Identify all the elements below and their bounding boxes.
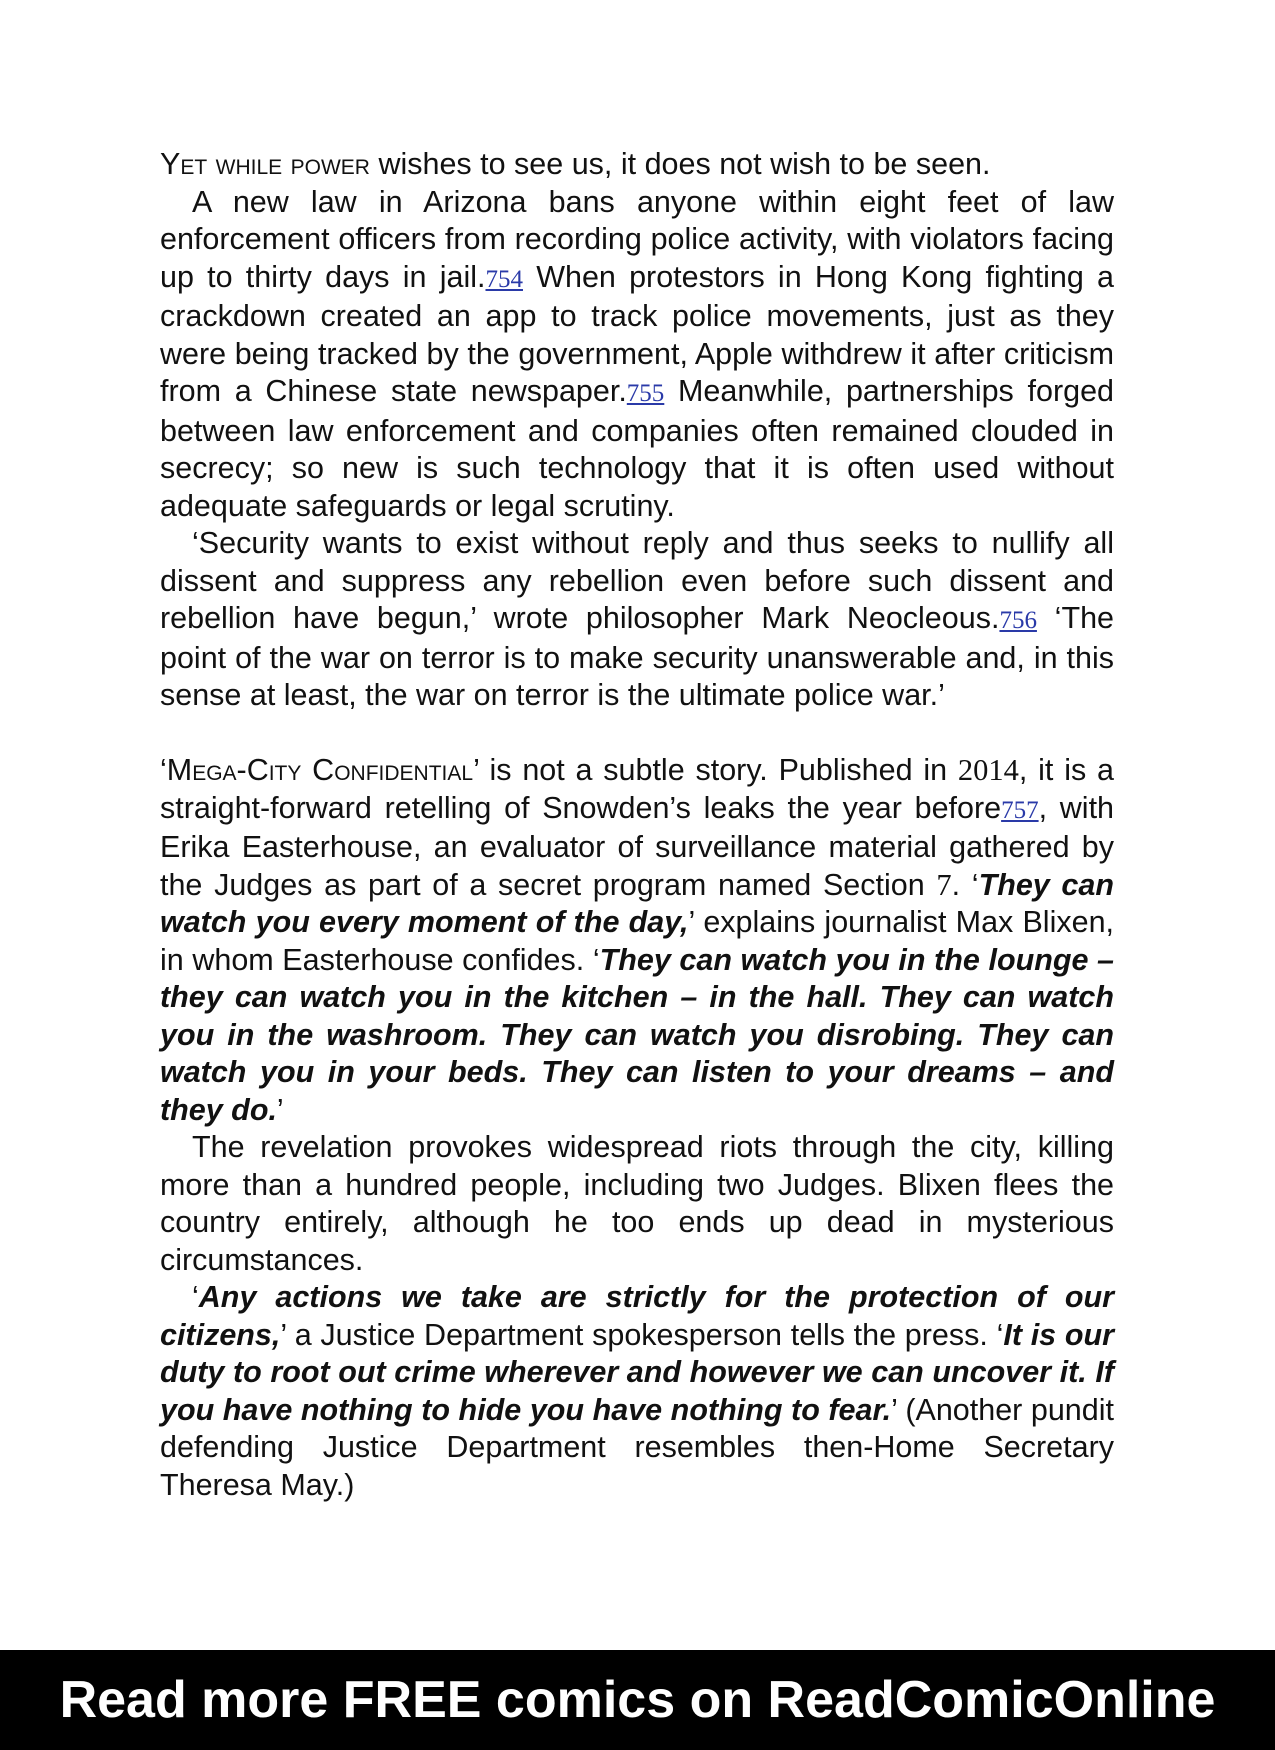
- paragraph-4-text-b: , it is a straight-forward retelling of Snowden’s leaks the year before: [160, 753, 1114, 825]
- paragraph-5: [160, 1129, 1114, 1279]
- paragraph-6-text-a: ‘: [192, 1280, 199, 1314]
- footnote-link-757[interactable]: 757: [1001, 796, 1039, 824]
- promo-banner[interactable]: [0, 1650, 1275, 1750]
- paragraph-6: [160, 1279, 1114, 1504]
- section-number: 7: [936, 867, 952, 902]
- paragraph-3-text-b: ‘The point of the war on terror is to make security unanswerable and, in this sense at least, the war on terror is the ultimate police war.’: [160, 601, 1115, 712]
- section-break: [160, 715, 1114, 753]
- paragraph-1: [160, 146, 1114, 184]
- quote-watch-you-in-lounge: They can watch you in the lounge – they can watch you in the kitchen – in the hall. They can watch you in the washroom. They can watch you disrobing. They can watch you in your beds. They can listen to your dreams – and they do.: [160, 942, 1115, 1127]
- story-title: Mega-City Confidential: [166, 753, 474, 787]
- paragraph-2: [160, 184, 1114, 526]
- paragraph-2-text-b: When protestors in Hong Kong fighting a crackdown created an app to track police movements, just as they were being tracked by the government, Apple withdrew it after criticism from a Chinese state newspaper.: [160, 259, 1114, 408]
- paragraph-6-text-c: ’ (Another pundit defending Justice Department resembles then-Home Secretary Theresa May.): [160, 1392, 1114, 1502]
- quote-protection-of-citizens: Any actions we take are strictly for the protection of our citizens,: [160, 1280, 1114, 1352]
- paragraph-2-text-a: A new law in Arizona bans anyone within eight feet of law enforcement officers from recording police activity, with violators facing up to thirty days in jail.: [160, 184, 1114, 294]
- document-page: [160, 146, 1114, 1504]
- quote-open: ‘: [160, 753, 167, 787]
- publication-year: 2014: [957, 753, 1019, 787]
- footnote-link-754[interactable]: 754: [485, 265, 523, 293]
- paragraph-3: [160, 525, 1114, 715]
- paragraph-4: [160, 752, 1114, 1129]
- small-caps-lead: Yet while power: [160, 147, 370, 181]
- quote-watch-every-moment: They can watch you every moment of the day,: [160, 867, 1114, 939]
- paragraph-1-text: wishes to see us, it does not wish to be seen.: [369, 147, 991, 181]
- paragraph-3-text-a: ‘Security wants to exist without reply and thus seeks to nullify all dissent and suppress any rebellion even before such dissent and rebellion have begun,’ wrote philosopher Mark Neocleous.: [160, 526, 1114, 635]
- paragraph-4-text-c: , with Erika Easterhouse, an evaluator of surveillance material gathered by the Judges as part of a secret program named Section: [160, 790, 1115, 902]
- paragraph-2-text-c: Meanwhile, partnerships forged between law enforcement and companies often remained clouded in secrecy; so new is such technology that it is often used without adequate safeguards or legal scrutiny.: [160, 374, 1114, 523]
- quote-nothing-to-hide: It is our duty to root out crime wherever and however we can uncover it. If you have nothing to hide you have nothing to fear.: [160, 1317, 1114, 1427]
- promo-banner-text[interactable]: Read more FREE comics on ReadComicOnline: [59, 1671, 1216, 1729]
- paragraph-4-text-d: . ‘: [951, 867, 979, 902]
- paragraph-4-text-e: ’ explains journalist Max Blixen, in whom Easterhouse confides. ‘: [160, 905, 1115, 977]
- paragraph-6-text-b: ’ a Justice Department spokesperson tells the press. ‘: [280, 1317, 1004, 1352]
- footnote-link-755[interactable]: 755: [626, 380, 665, 407]
- paragraph-4-text-a: ’ is not a subtle story. Published in: [473, 753, 958, 787]
- paragraph-4-text-f: ’: [276, 1092, 284, 1127]
- footnote-link-756[interactable]: 756: [999, 607, 1037, 634]
- paragraph-5-text: The revelation provokes widespread riots through the city, killing more than a hundred people, including two Judges. Blixen flees the country entirely, although he too ends up dead in mysterious circumstances.: [160, 1130, 1114, 1277]
